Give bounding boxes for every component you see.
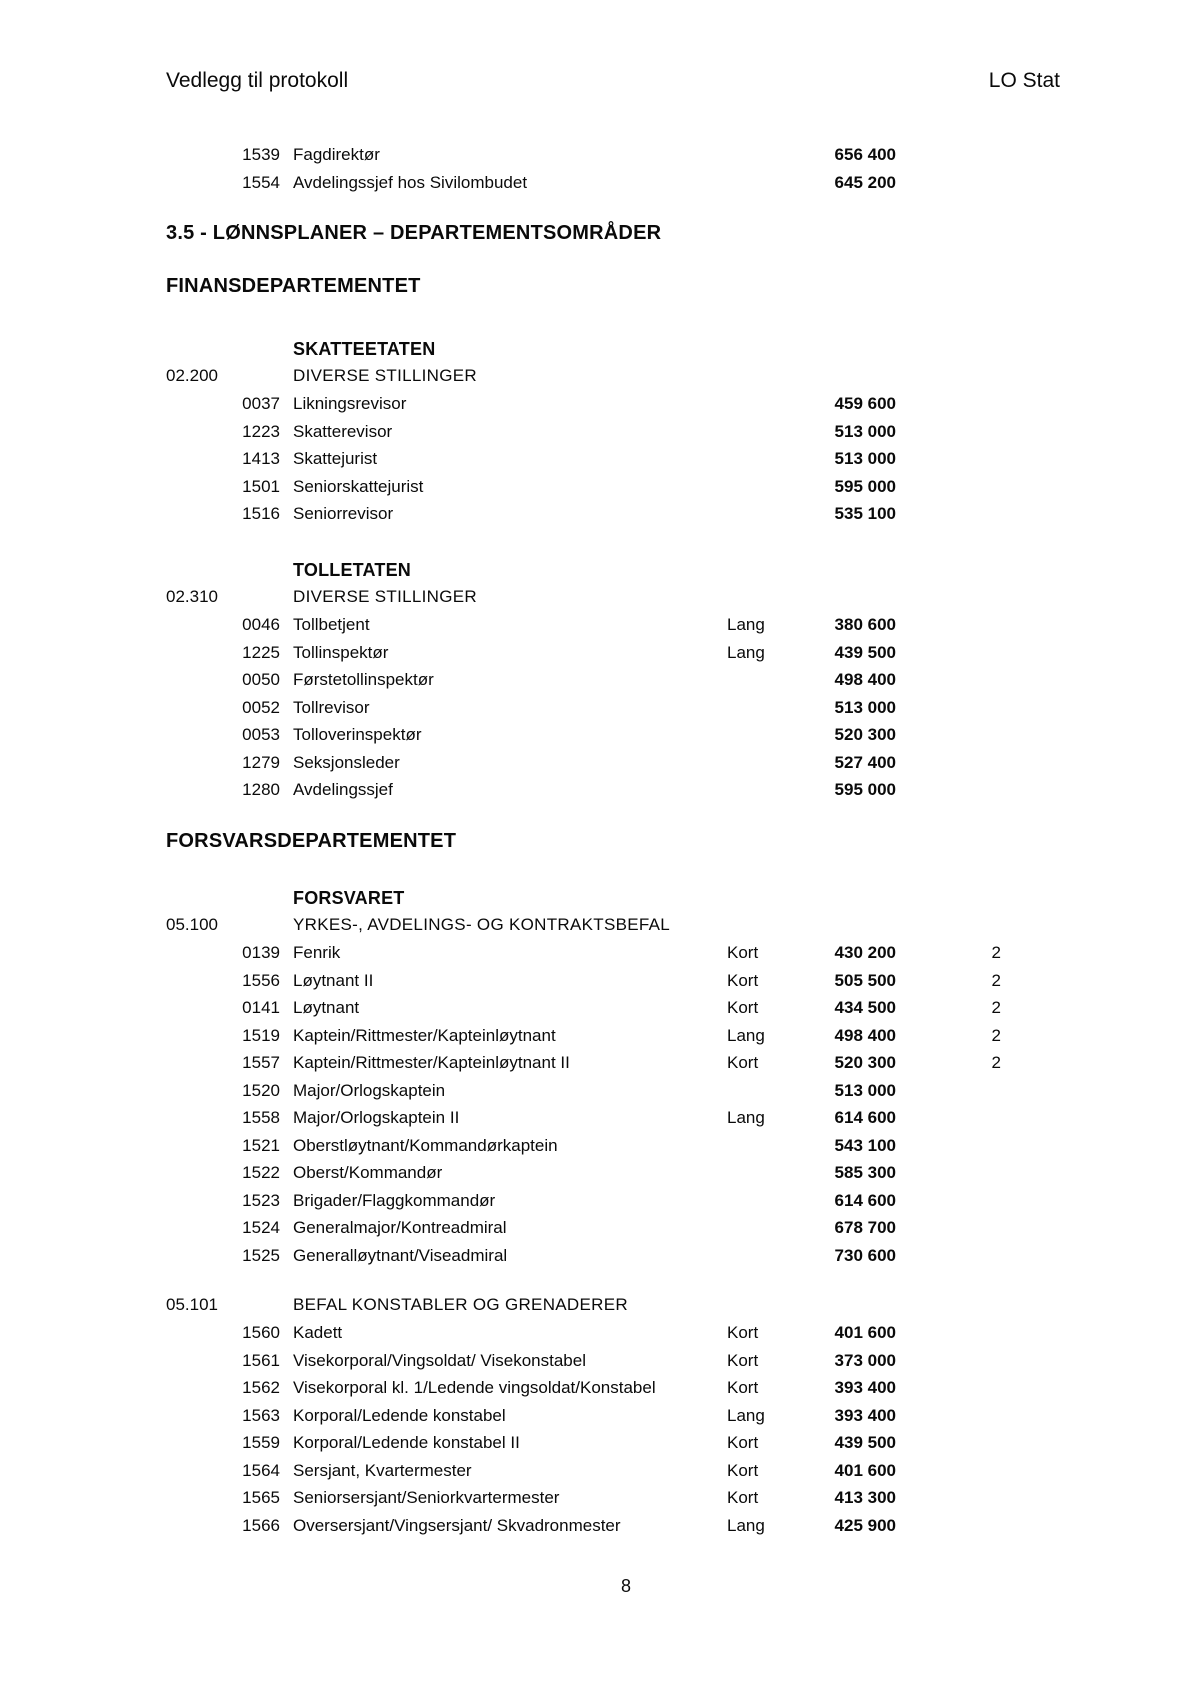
quantity (896, 776, 1010, 804)
quantity (896, 1077, 1010, 1105)
quantity (896, 1347, 1010, 1375)
chapter-spacer (166, 1484, 240, 1512)
chapter-spacer (166, 994, 240, 1022)
chapter-spacer (166, 967, 240, 995)
position-row (166, 1214, 1200, 1242)
position-title: Oversersjant/Vingsersjant/ Skvadronmester (293, 1515, 621, 1535)
position-row (166, 967, 1200, 995)
position-title: Tollinspektør (293, 642, 389, 662)
position-row (166, 1159, 1200, 1187)
position-title: Seniorrevisor (293, 504, 394, 523)
position-code: 1565 (242, 1488, 280, 1507)
position-code: 1561 (242, 1350, 280, 1370)
position-title: Løytnant II (293, 970, 374, 990)
position-title: Førstetollinspektør (293, 670, 434, 689)
salary-amount: 498 400 (834, 670, 896, 689)
quantity (896, 611, 1010, 639)
salary-amount: 543 100 (834, 1135, 896, 1155)
chapter-spacer (166, 1374, 240, 1402)
span-type: Kort (727, 943, 759, 962)
quantity: 2 (991, 998, 1001, 1017)
position-row (166, 141, 1200, 169)
position-row (166, 1374, 1200, 1402)
position-row (166, 1512, 1200, 1540)
position-code: 0141 (242, 998, 280, 1017)
quantity (896, 1457, 1010, 1485)
chapter-spacer (166, 666, 240, 694)
position-code: 1560 (242, 1323, 280, 1342)
quantity: 2 (991, 1025, 1001, 1045)
position-row (166, 418, 1200, 446)
salary-amount: 498 400 (834, 1025, 896, 1045)
span-type (727, 1132, 780, 1160)
span-type (727, 666, 780, 694)
chapter-spacer (166, 1022, 240, 1050)
position-code: 1525 (242, 1245, 280, 1265)
position-row (166, 390, 1200, 418)
position-row (166, 169, 1200, 197)
chapter-spacer (166, 776, 240, 804)
code-spacer (240, 364, 286, 390)
span-type (727, 1242, 780, 1270)
position-title: Tollbetjent (293, 615, 370, 634)
salary-amount: 520 300 (834, 1053, 896, 1072)
group-tolletaten (0, 558, 1200, 804)
span-type (727, 500, 780, 528)
salary-amount: 393 400 (834, 1378, 896, 1397)
department-name-forsvars: FORSVARSDEPARTEMENTET (166, 830, 457, 852)
quantity (896, 1242, 1010, 1270)
position-code: 1557 (242, 1053, 280, 1072)
position-title: Oberstløytnant/Kommandørkaptein (293, 1135, 558, 1155)
span-type (727, 721, 780, 749)
quantity (896, 418, 1010, 446)
position-row (166, 776, 1200, 804)
chapter-spacer (166, 939, 240, 967)
salary-amount: 401 600 (834, 1460, 896, 1480)
position-title: Visekorporal/Vingsoldat/ Visekonstabel (293, 1350, 586, 1370)
quantity (896, 1402, 1010, 1430)
quantity (896, 1512, 1010, 1540)
position-code: 1501 (242, 476, 280, 496)
span-type: Kort (727, 1053, 759, 1072)
chapter-spacer (166, 1187, 240, 1215)
salary-amount: 520 300 (834, 725, 896, 744)
position-code: 1566 (242, 1515, 280, 1535)
chapter-spacer (166, 445, 240, 473)
span-type (727, 749, 780, 777)
position-row (166, 1457, 1200, 1485)
chapter-code: 05.100 (166, 915, 218, 934)
position-row (166, 721, 1200, 749)
quantity (896, 1187, 1010, 1215)
position-code: 1225 (242, 642, 280, 662)
position-title: Oberst/Kommandør (293, 1163, 443, 1182)
position-title: Korporal/Ledende konstabel II (293, 1433, 520, 1452)
position-title: Avdelingssjef hos Sivilombudet (293, 172, 528, 192)
position-code: 1539 (242, 145, 280, 164)
plan-name: DIVERSE STILLINGER (293, 587, 477, 606)
page-number: 8 (621, 1576, 632, 1596)
chapter-spacer (166, 639, 240, 667)
chapter-spacer (166, 418, 240, 446)
span-type (727, 141, 780, 169)
plan-header-row (166, 913, 1200, 939)
chapter-spacer (166, 1512, 240, 1540)
position-code: 1280 (242, 780, 280, 799)
agency-name: TOLLETATEN (293, 560, 411, 580)
position-code: 1413 (242, 449, 280, 468)
code-spacer (240, 1293, 286, 1319)
position-title: Kaptein/Rittmester/Kapteinløytnant (293, 1025, 556, 1045)
salary-amount: 614 600 (834, 1108, 896, 1127)
position-title: Løytnant (293, 998, 360, 1017)
quantity (896, 721, 1010, 749)
position-code: 1523 (242, 1190, 280, 1210)
position-title: Fenrik (293, 943, 341, 962)
chapter-spacer (166, 1077, 240, 1105)
header-right-text: LO Stat (988, 69, 1060, 92)
span-type: Kort (727, 1350, 759, 1370)
position-code: 0037 (242, 394, 280, 413)
position-title: Generalløytnant/Viseadmiral (293, 1245, 508, 1265)
salary-amount: 439 500 (834, 1433, 896, 1452)
salary-amount: 459 600 (834, 394, 896, 413)
span-type (727, 418, 780, 446)
span-type: Lang (727, 1515, 765, 1535)
position-title: Major/Orlogskaptein (293, 1080, 446, 1100)
position-row (166, 1022, 1200, 1050)
position-code: 1223 (242, 421, 280, 441)
code-spacer (240, 913, 286, 939)
group-forsvaret (0, 886, 1200, 1269)
plan-name: BEFAL KONSTABLER OG GRENADERER (293, 1295, 628, 1314)
position-row (166, 1484, 1200, 1512)
position-title: Avdelingssjef (293, 780, 393, 799)
salary-amount: 401 600 (834, 1323, 896, 1342)
position-code: 1556 (242, 970, 280, 990)
chapter-spacer (166, 1319, 240, 1347)
chapter-spacer (166, 390, 240, 418)
position-row (166, 994, 1200, 1022)
quantity (896, 445, 1010, 473)
group-befal-konstabler (0, 1293, 1200, 1539)
position-row (166, 1319, 1200, 1347)
chapter-spacer (166, 1214, 240, 1242)
position-code: 0050 (242, 670, 280, 689)
span-type: Lang (727, 642, 765, 662)
chapter-spacer (166, 749, 240, 777)
chapter-spacer (166, 1132, 240, 1160)
plan-name: DIVERSE STILLINGER (293, 366, 477, 385)
position-code: 1554 (242, 172, 280, 192)
position-title: Seniorskattejurist (293, 476, 424, 496)
position-title: Skattejurist (293, 449, 378, 468)
position-title: Sersjant, Kvartermester (293, 1460, 472, 1480)
salary-amount: 439 500 (834, 642, 896, 662)
salary-amount: 527 400 (834, 752, 896, 772)
chapter-spacer (166, 1402, 240, 1430)
span-type: Lang (727, 1025, 765, 1045)
salary-amount: 513 000 (834, 421, 896, 441)
quantity (896, 1374, 1010, 1402)
salary-amount: 513 000 (834, 1080, 896, 1100)
chapter-code: 02.200 (166, 366, 218, 385)
chapter-spacer (166, 1104, 240, 1132)
agency-name: SKATTEETATEN (293, 339, 436, 359)
position-row (166, 749, 1200, 777)
position-row (166, 1429, 1200, 1457)
span-type: Kort (727, 970, 759, 990)
plan-header-row (166, 1293, 1200, 1319)
position-title: Korporal/Ledende konstabel (293, 1405, 506, 1425)
position-row (166, 1402, 1200, 1430)
span-type (727, 694, 780, 722)
chapter-spacer (166, 694, 240, 722)
intro-table (0, 141, 1200, 196)
position-title: Brigader/Flaggkommandør (293, 1190, 496, 1210)
chapter-spacer (166, 1049, 240, 1077)
position-code: 1520 (242, 1080, 280, 1100)
position-row (166, 1347, 1200, 1375)
span-type (727, 1214, 780, 1242)
position-title: Major/Orlogskaptein II (293, 1108, 460, 1127)
span-type (727, 776, 780, 804)
chapter-spacer (166, 141, 240, 169)
span-type: Kort (727, 1433, 759, 1452)
quantity (896, 639, 1010, 667)
position-title: Seksjonsleder (293, 752, 400, 772)
position-row (166, 1242, 1200, 1270)
span-type (727, 445, 780, 473)
span-type (727, 1159, 780, 1187)
position-code: 1564 (242, 1460, 280, 1480)
plan-name: YRKES-, AVDELINGS- OG KONTRAKTSBEFAL (293, 915, 671, 934)
chapter-spacer (166, 611, 240, 639)
quantity (896, 1132, 1010, 1160)
chapter-spacer (166, 1457, 240, 1485)
position-row (166, 1187, 1200, 1215)
chapter-spacer (166, 169, 240, 197)
position-row (166, 939, 1200, 967)
salary-amount: 513 000 (834, 449, 896, 468)
quantity (896, 390, 1010, 418)
position-title: Likningsrevisor (293, 394, 407, 413)
position-title: Kadett (293, 1323, 343, 1342)
span-type (727, 390, 780, 418)
salary-amount: 535 100 (834, 504, 896, 523)
quantity (896, 169, 1010, 197)
position-code: 1558 (242, 1108, 280, 1127)
span-type: Lang (727, 1108, 765, 1127)
quantity: 2 (991, 1053, 1001, 1072)
position-title: Visekorporal kl. 1/Ledende vingsoldat/Konstabel (293, 1378, 656, 1397)
salary-amount: 614 600 (834, 1190, 896, 1210)
quantity (896, 666, 1010, 694)
salary-amount: 425 900 (834, 1515, 896, 1535)
department-name-finans: FINANSDEPARTEMENTET (166, 275, 421, 297)
position-code: 0053 (242, 725, 280, 744)
code-spacer (240, 585, 286, 611)
position-code: 0046 (242, 615, 280, 634)
position-row (166, 1132, 1200, 1160)
chapter-spacer (166, 1429, 240, 1457)
position-code: 1279 (242, 752, 280, 772)
salary-amount: 595 000 (834, 476, 896, 496)
position-title: Tollrevisor (293, 697, 370, 717)
header-left-text: Vedlegg til protokoll (166, 69, 349, 92)
position-title: Tolloverinspektør (293, 725, 422, 744)
quantity (896, 1159, 1010, 1187)
group-skatteetaten (0, 337, 1200, 528)
position-title: Skatterevisor (293, 421, 393, 441)
salary-amount: 505 500 (834, 970, 896, 990)
salary-amount: 730 600 (834, 1245, 896, 1265)
position-row (166, 639, 1200, 667)
quantity (896, 141, 1010, 169)
span-type (727, 1077, 780, 1105)
position-title: Kaptein/Rittmester/Kapteinløytnant II (293, 1053, 570, 1072)
position-row (166, 445, 1200, 473)
chapter-code: 02.310 (166, 587, 218, 606)
chapter-code: 05.101 (166, 1295, 218, 1314)
position-code: 1521 (242, 1135, 280, 1155)
salary-amount: 513 000 (834, 697, 896, 717)
span-type (727, 169, 780, 197)
chapter-spacer (166, 1242, 240, 1270)
span-type: Kort (727, 1378, 759, 1397)
position-row (166, 473, 1200, 501)
salary-amount: 434 500 (834, 998, 896, 1017)
position-row (166, 1049, 1200, 1077)
chapter-spacer (166, 473, 240, 501)
section-heading: 3.5 - LØNNSPLANER – DEPARTEMENTSOMRÅDER (166, 222, 662, 244)
quantity (896, 473, 1010, 501)
span-type (727, 473, 780, 501)
chapter-spacer (166, 500, 240, 528)
position-code: 1522 (242, 1163, 280, 1182)
position-row (166, 500, 1200, 528)
quantity (896, 1429, 1010, 1457)
position-row (166, 694, 1200, 722)
position-code: 0139 (242, 943, 280, 962)
page-header (166, 68, 1060, 94)
agency-name: FORSVARET (293, 888, 405, 908)
position-code: 1562 (242, 1378, 280, 1397)
position-row (166, 1077, 1200, 1105)
span-type: Kort (727, 998, 759, 1017)
plan-header-row (166, 585, 1200, 611)
position-row (166, 611, 1200, 639)
chapter-spacer (166, 1159, 240, 1187)
quantity (896, 1104, 1010, 1132)
position-code: 1524 (242, 1218, 280, 1237)
salary-amount: 430 200 (834, 943, 896, 962)
plan-header-row (166, 364, 1200, 390)
quantity (896, 1484, 1010, 1512)
salary-amount: 380 600 (834, 615, 896, 634)
salary-amount: 656 400 (834, 145, 896, 164)
position-code: 1563 (242, 1405, 280, 1425)
quantity: 2 (991, 943, 1001, 962)
span-type: Kort (727, 1460, 759, 1480)
position-title: Fagdirektør (293, 145, 380, 164)
salary-amount: 645 200 (834, 172, 896, 192)
position-row (166, 1104, 1200, 1132)
position-code: 1559 (242, 1433, 280, 1452)
quantity (896, 1214, 1010, 1242)
chapter-spacer (166, 1347, 240, 1375)
salary-amount: 678 700 (834, 1218, 896, 1237)
position-code: 1516 (242, 504, 280, 523)
chapter-spacer (166, 721, 240, 749)
salary-amount: 595 000 (834, 780, 896, 799)
span-type: Lang (727, 615, 765, 634)
salary-amount: 393 400 (834, 1405, 896, 1425)
quantity: 2 (991, 970, 1001, 990)
position-code: 0052 (242, 697, 280, 717)
salary-amount: 413 300 (834, 1488, 896, 1507)
quantity (896, 749, 1010, 777)
span-type (727, 1187, 780, 1215)
span-type: Lang (727, 1405, 765, 1425)
position-title: Seniorsersjant/Seniorkvartermester (293, 1488, 560, 1507)
salary-amount: 373 000 (834, 1350, 896, 1370)
position-row (166, 666, 1200, 694)
salary-amount: 585 300 (834, 1163, 896, 1182)
quantity (896, 500, 1010, 528)
span-type: Kort (727, 1488, 759, 1507)
position-code: 1519 (242, 1025, 280, 1045)
position-title: Generalmajor/Kontreadmiral (293, 1218, 507, 1237)
quantity (896, 1319, 1010, 1347)
quantity (896, 694, 1010, 722)
span-type: Kort (727, 1323, 759, 1342)
